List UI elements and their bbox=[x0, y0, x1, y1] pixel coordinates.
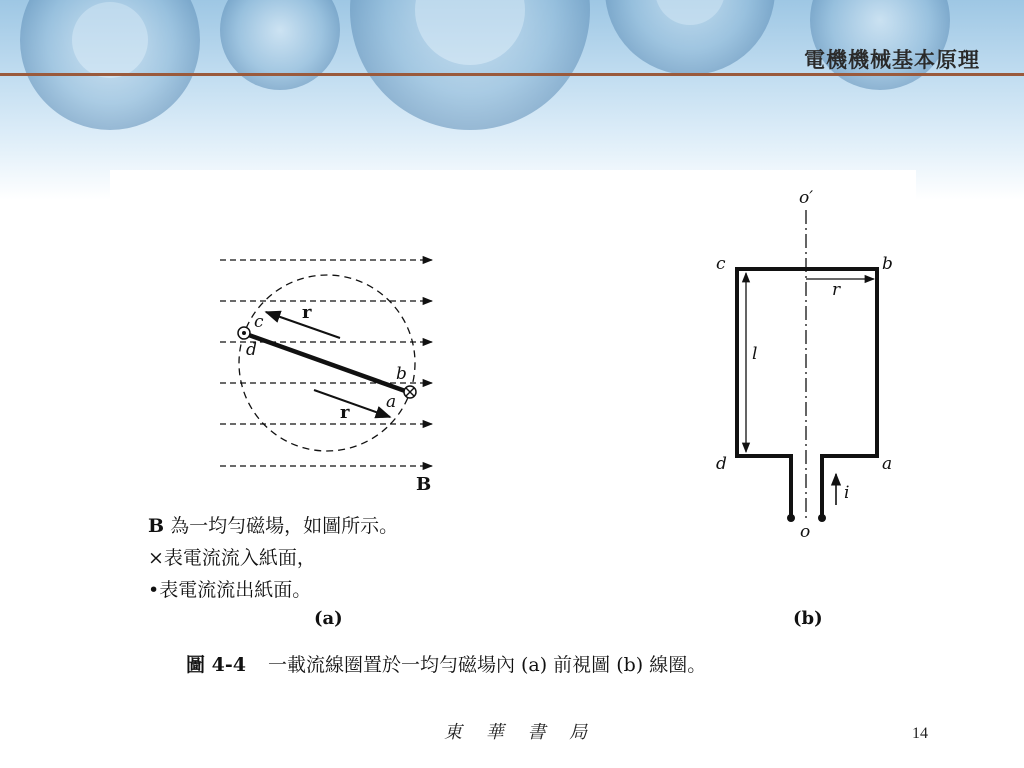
label-i: i bbox=[844, 483, 850, 503]
radius-arrow-bottom bbox=[314, 390, 390, 417]
sublabel-b: (b) bbox=[793, 608, 823, 629]
label-r-top: r bbox=[302, 302, 312, 323]
label-d-a: d bbox=[246, 340, 257, 360]
caption-field-symbol: B bbox=[148, 515, 165, 537]
sublabel-a: (a) bbox=[314, 608, 343, 629]
label-b-a: b bbox=[396, 364, 407, 384]
label-a-a: a bbox=[386, 392, 397, 412]
label-o: o bbox=[800, 522, 811, 542]
publisher-name: 東 華 書 局 bbox=[444, 722, 597, 743]
figure-caption bbox=[186, 650, 706, 677]
caption-line2: ×表電流流入紙面， bbox=[148, 547, 316, 569]
label-o-prime: o′ bbox=[799, 188, 814, 208]
current-out-dot-icon bbox=[238, 327, 250, 339]
page-number: 14 bbox=[912, 725, 928, 742]
caption-line1: 為一均勻磁場，如圖所示。 bbox=[164, 515, 399, 537]
caption-line3: •表電流流出紙面。 bbox=[148, 579, 312, 601]
slide-title: 電機機械基本原理 bbox=[804, 48, 980, 72]
label-c-a: c bbox=[254, 312, 264, 332]
current-in-cross-icon bbox=[404, 386, 416, 398]
label-c-b: c bbox=[716, 254, 726, 274]
label-field-B: B bbox=[416, 474, 432, 495]
figure-caption-text: 一載流線圈置於一均勻磁場內 (a) 前視圖 (b) 線圈。 bbox=[267, 654, 707, 676]
label-d-b: d bbox=[716, 454, 727, 474]
coil-loop bbox=[737, 269, 877, 515]
label-b-b: b bbox=[882, 254, 893, 274]
label-l: l bbox=[752, 344, 758, 364]
figure-number: 圖 4-4 bbox=[186, 654, 246, 676]
terminal-right bbox=[818, 514, 826, 522]
label-a-b: a bbox=[882, 454, 893, 474]
label-r-b: r bbox=[832, 280, 841, 300]
label-r-bottom: r bbox=[340, 402, 350, 423]
figure-a-caption bbox=[148, 510, 398, 606]
terminal-left bbox=[787, 514, 795, 522]
